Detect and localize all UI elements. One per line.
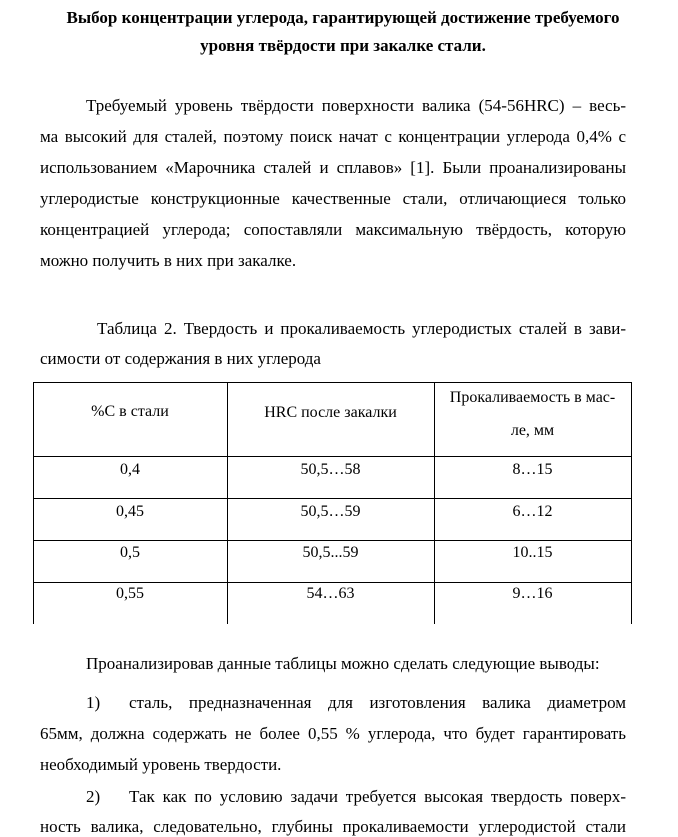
- conclusion-intro: Проанализировав данные таблицы можно сделать следующие выводы:: [86, 654, 600, 673]
- table-cell-carbon: 0,45: [116, 503, 144, 520]
- table-cell-hrc: 50,5…59: [300, 503, 361, 520]
- table-header-hrc: HRC после закалки: [264, 404, 397, 421]
- table-row-rule: [33, 582, 632, 583]
- hardness-table: [33, 382, 632, 624]
- list-item-text: ность валика, следовательно, глубины прокаливаемости углеродистой стали: [40, 817, 626, 836]
- table-cell-hardenability: 10..15: [512, 544, 553, 561]
- list-item-text: необходимый уровень твердости.: [40, 755, 282, 774]
- table-cell-carbon: 0,5: [120, 544, 140, 561]
- list-item-text: 65мм, должна содержать не более 0,55 % углерода, что будет гарантировать: [40, 724, 626, 743]
- list-item-text: сталь, предназначенная для изготовления валика диаметром: [129, 693, 626, 712]
- list-item-number: 2): [86, 787, 101, 806]
- table-border-top: [33, 382, 632, 383]
- table-row-rule: [33, 498, 632, 499]
- paragraph-line: углеродистые конструкционные качественные стали, отличающиеся только: [40, 189, 626, 208]
- paragraph-line: можно получить в них при закалке.: [40, 251, 297, 270]
- table-caption-line-1: Таблица 2. Твердость и прокаливаемость углеродистых сталей в зави-: [97, 319, 626, 338]
- table-cell-hrc: 50,5…58: [300, 461, 361, 478]
- table-cell-hardenability: 9…16: [512, 585, 553, 602]
- table-header-carbon: %С в стали: [91, 403, 169, 420]
- paragraph-line: концентрацией углерода; сопоставляли максимальную твёрдость, которую: [40, 220, 626, 239]
- document-heading-line-2: уровня твёрдости при закалке стали.: [200, 36, 486, 55]
- table-cell-hrc: 54…63: [306, 585, 355, 602]
- table-cell-hardenability: 6…12: [512, 503, 553, 520]
- list-item-text: Так как по условию задачи требуется высокая твердость поверх-: [129, 787, 626, 806]
- table-cell-hardenability: 8…15: [512, 461, 553, 478]
- table-header-hardenability-line-2: ле, мм: [510, 422, 555, 439]
- list-item-number: 1): [86, 693, 101, 712]
- table-caption-line-2: симости от содержания в них углерода: [40, 349, 321, 368]
- table-cell-hrc: 50,5...59: [302, 544, 359, 561]
- table-header-rule: [33, 456, 632, 457]
- table-row-rule: [33, 540, 632, 541]
- document-heading-line-1: Выбор концентрации углерода, гарантирующей достижение требуемого: [66, 8, 620, 27]
- table-border-right: [631, 382, 632, 624]
- paragraph-line: Требуемый уровень твёрдости поверхности валика (54-56HRC) – весь-: [86, 96, 626, 115]
- paragraph-line: использованием «Марочника сталей и сплавов» [1]. Были проанализированы: [40, 158, 626, 177]
- table-cell-carbon: 0,4: [120, 461, 140, 478]
- table-cell-carbon: 0,55: [116, 585, 144, 602]
- paragraph-line: ма высокий для сталей, поэтому поиск начат с концентрации углерода 0,4% с: [40, 127, 626, 146]
- table-header-hardenability-line-1: Прокаливаемость в мас-: [449, 389, 616, 406]
